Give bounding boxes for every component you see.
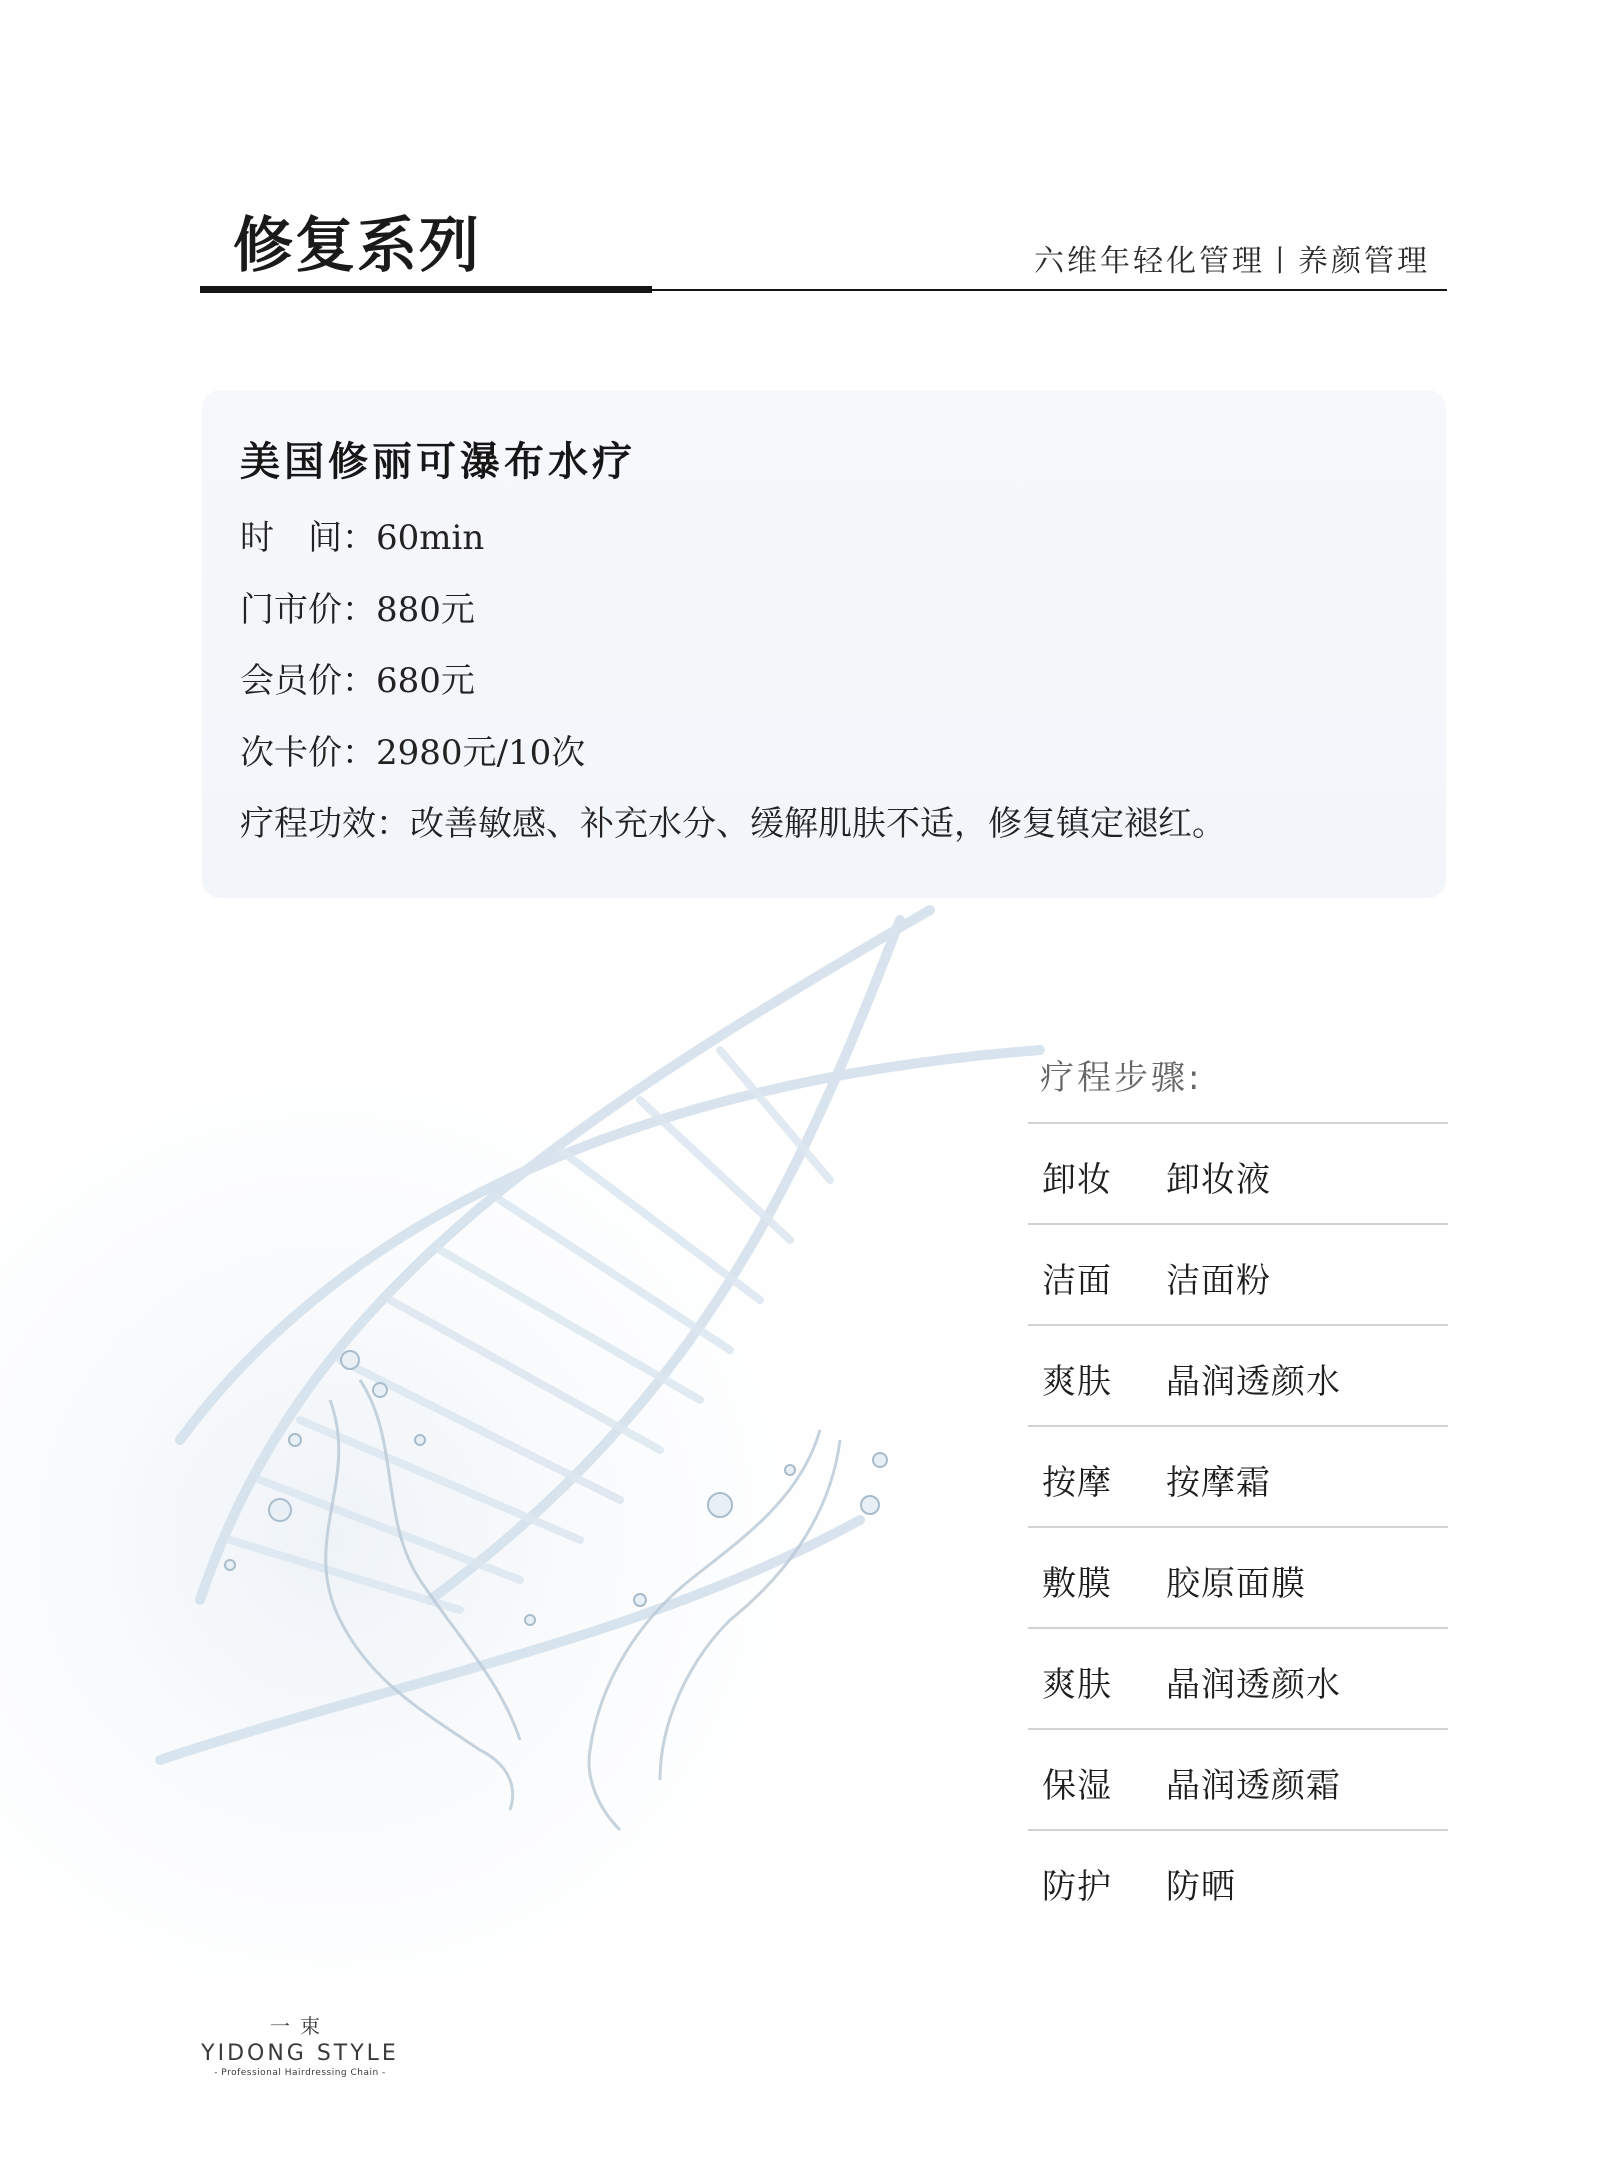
step-row [1028,1728,1448,1829]
member-price-value: 680元 [376,661,475,701]
step-name: 按摩 [1042,1463,1112,1503]
step-name: 防护 [1042,1867,1112,1907]
logo-en: YIDONG STYLE [201,2041,399,2066]
step-product: 晶润透颜水 [1166,1362,1341,1402]
header-rule-thick [200,286,652,293]
effect-value: 改善敏感、补充水分、缓解肌肤不适，修复镇定褪红。 [410,804,1226,844]
steps-list [1028,1122,1448,1930]
logo-cn: 一束 [270,2014,330,2038]
step-row [1028,1526,1448,1627]
step-product: 晶润透颜水 [1166,1665,1341,1705]
member-price-label: 会员价： [240,661,376,701]
member-price-row [240,653,475,702]
market-price-value: 880元 [376,590,475,630]
step-row [1028,1627,1448,1728]
market-price-label: 门市价： [240,590,376,630]
treatment-title: 美国修丽可瀑布水疗 [240,438,636,485]
card-price-row [240,725,585,774]
steps-heading: 疗程步骤: [1040,1058,1203,1098]
step-row [1028,1122,1448,1223]
step-name: 卸妆 [1042,1160,1112,1200]
step-name: 保湿 [1042,1766,1112,1806]
step-row [1028,1829,1448,1930]
step-product: 胶原面膜 [1166,1564,1306,1604]
step-product: 晶润透颜霜 [1166,1766,1341,1806]
step-product: 按摩霜 [1166,1463,1271,1503]
effect-row [240,796,1226,845]
step-name: 敷膜 [1042,1564,1112,1604]
page-title: 修复系列 [233,211,481,281]
time-row [240,510,484,559]
step-product: 防晒 [1166,1867,1236,1907]
step-product: 洁面粉 [1166,1261,1271,1301]
step-name: 爽肤 [1042,1665,1112,1705]
treatment-info-card [202,390,1446,898]
page-subtitle: 六维年轻化管理丨养颜管理 [1034,244,1430,279]
step-name: 爽肤 [1042,1362,1112,1402]
effect-label: 疗程功效： [240,804,410,844]
time-value: 60min [376,518,485,558]
step-product: 卸妆液 [1166,1160,1271,1200]
brand-logo [200,2010,400,2078]
step-name: 洁面 [1042,1261,1112,1301]
card-price-label: 次卡价： [240,733,376,773]
header-rule-thin [652,289,1447,291]
step-row [1028,1324,1448,1425]
step-row [1028,1425,1448,1526]
step-row [1028,1223,1448,1324]
time-label: 时 间： [240,518,376,558]
card-price-value: 2980元/10次 [376,733,586,773]
market-price-row [240,582,475,631]
logo-tagline: - Professional Hairdressing Chain - [214,2068,386,2078]
